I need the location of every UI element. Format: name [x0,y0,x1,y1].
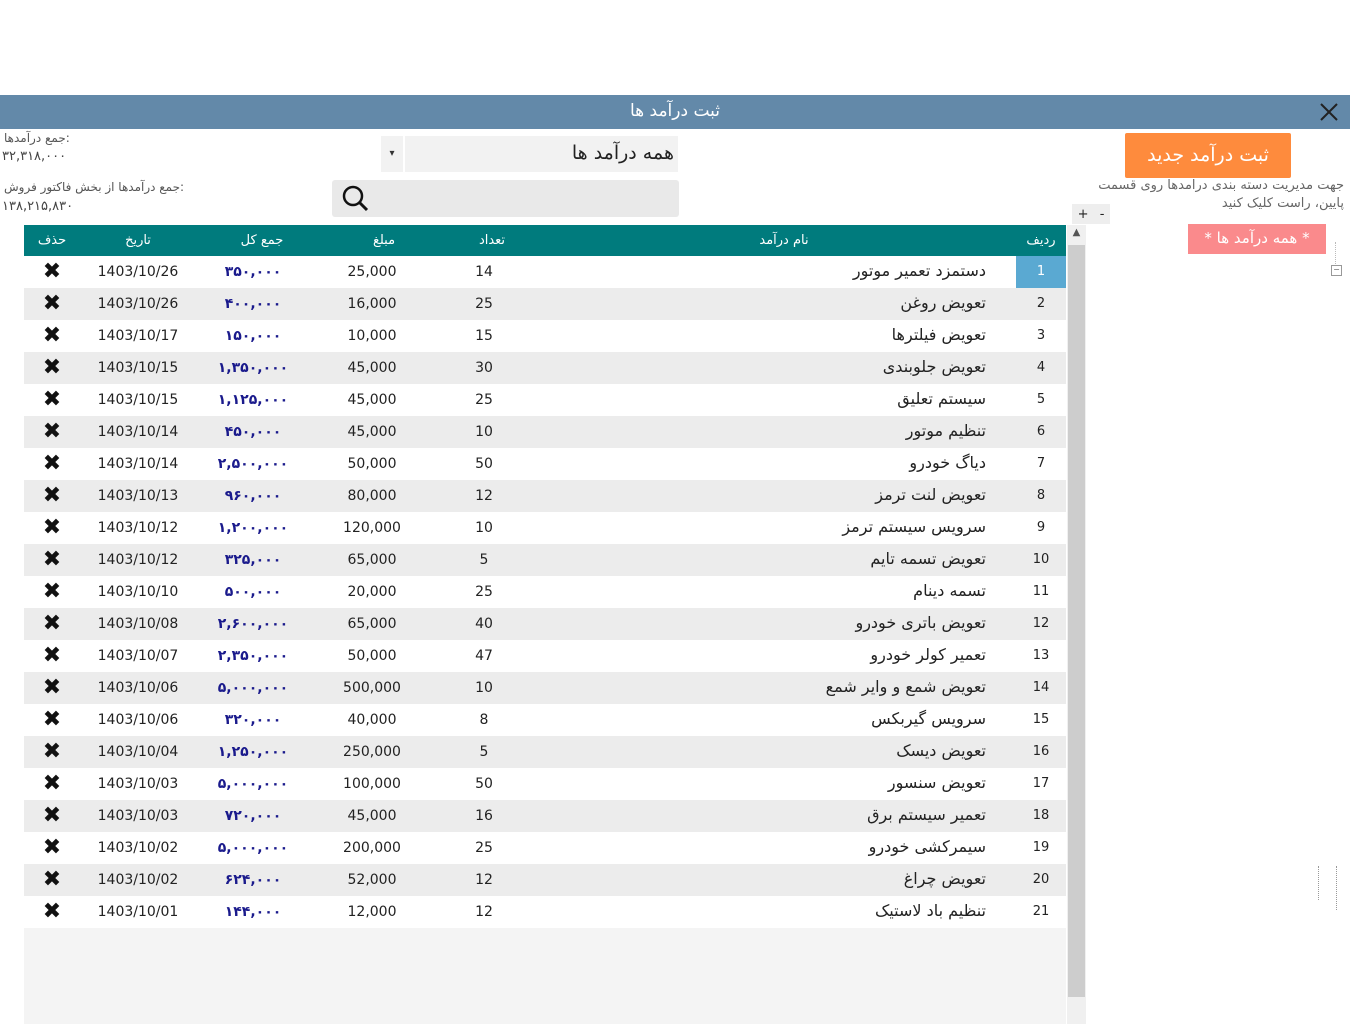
table-row[interactable] [24,672,1066,704]
delete-icon[interactable]: ✖ [42,739,62,764]
cell-count: 40 [475,616,493,632]
cell-date: 1403/10/06 [97,712,179,728]
delete-icon[interactable]: ✖ [42,675,62,700]
cell-amount: 120,000 [343,520,401,536]
delete-icon[interactable]: ✖ [42,291,62,316]
grid-scrollbar-thumb[interactable] [1068,245,1085,997]
cell-name: تعمیر کولر خودرو [870,645,986,664]
cell-amount: 200,000 [343,840,401,856]
cell-index: 11 [1032,584,1050,599]
cell-total: ۳۲۵,۰۰۰ [224,552,282,568]
delete-icon[interactable]: ✖ [42,611,62,636]
cell-total: ۵,۰۰۰,۰۰۰ [217,680,289,696]
cell-index: 21 [1032,904,1050,919]
cell-count: 16 [475,808,493,824]
cell-date: 1403/10/03 [97,808,179,824]
scroll-up-icon[interactable]: ▲ [1072,227,1081,238]
cell-index: 20 [1032,872,1050,887]
header-index[interactable]: ردیف [1026,233,1056,248]
cell-index: 14 [1032,680,1050,695]
delete-icon[interactable]: ✖ [42,387,62,412]
cell-index: 12 [1032,616,1050,631]
cell-date: 1403/10/06 [97,680,179,696]
cell-count: 25 [475,392,493,408]
cell-total: ۴۵۰,۰۰۰ [224,424,282,440]
cell-amount: 10,000 [347,328,397,344]
cell-name: تعویض فیلترها [891,325,986,344]
cell-name: تعویض روغن [900,293,986,312]
delete-icon[interactable]: ✖ [42,771,62,796]
table-row[interactable] [24,640,1066,672]
cell-date: 1403/10/17 [97,328,179,344]
table-row[interactable] [24,576,1066,608]
cell-date: 1403/10/26 [97,264,179,280]
cell-count: 14 [475,264,493,280]
cell-amount: 45,000 [347,392,397,408]
table-row[interactable] [24,864,1066,896]
cell-date: 1403/10/10 [97,584,179,600]
cell-index: 18 [1032,808,1050,823]
cell-index: 17 [1032,776,1050,791]
table-row[interactable] [24,352,1066,384]
table-row[interactable] [24,384,1066,416]
table-row[interactable] [24,512,1066,544]
table-row[interactable] [24,544,1066,576]
cell-index: 6 [1036,424,1046,439]
cell-name: تعویض دیسک [896,741,986,760]
cell-index: 15 [1032,712,1050,727]
grid-empty-area [24,928,1066,1024]
cell-amount: 500,000 [343,680,401,696]
cell-date: 1403/10/02 [97,872,179,888]
delete-icon[interactable]: ✖ [42,835,62,860]
delete-icon[interactable]: ✖ [42,259,62,284]
cell-amount: 50,000 [347,456,397,472]
cell-count: 12 [475,872,493,888]
cell-count: 10 [475,680,493,696]
cell-count: 15 [475,328,493,344]
cell-name: دستمزد تعمیر موتور [852,261,986,280]
cell-amount: 250,000 [343,744,401,760]
cell-name: تعویض سنسور [887,773,986,792]
cell-index: 10 [1032,552,1050,567]
category-select[interactable]: همه درآمد ها [405,136,678,172]
cell-index: 2 [1036,296,1046,311]
table-row[interactable] [24,288,1066,320]
cell-date: 1403/10/01 [97,904,179,920]
cell-date: 1403/10/08 [97,616,179,632]
cell-count: 5 [479,744,489,760]
invoice-income-value: ۱۳۸,۲۱۵,۸۳۰ [2,199,74,214]
cell-total: ۵,۰۰۰,۰۰۰ [217,840,289,856]
cell-total: ۳۲۰,۰۰۰ [224,712,282,728]
cell-index: 16 [1032,744,1050,759]
table-row[interactable] [24,832,1066,864]
delete-icon[interactable]: ✖ [42,483,62,508]
cell-total: ۳۵۰,۰۰۰ [224,264,282,280]
cell-count: 10 [475,424,493,440]
chevron-down-icon[interactable]: ▾ [381,136,403,172]
table-row[interactable] [24,416,1066,448]
delete-icon[interactable]: ✖ [42,547,62,572]
cell-name: سرویس گیربکس [871,709,986,728]
tree-collapse-icon[interactable]: − [1331,265,1342,276]
table-row[interactable] [24,448,1066,480]
window-title: ثبت درآمد ها [629,101,721,121]
cell-amount: 52,000 [347,872,397,888]
cell-date: 1403/10/15 [97,392,179,408]
cell-name: تعمیر سیستم برق [867,805,986,824]
cell-total: ۶۲۴,۰۰۰ [224,872,282,888]
expand-collapse-controls [1072,204,1110,224]
cell-index: 19 [1032,840,1050,855]
cell-total: ۱,۳۵۰,۰۰۰ [217,360,289,376]
cell-index: 4 [1036,360,1046,375]
cell-amount: 45,000 [347,424,397,440]
cell-total: ۹۶۰,۰۰۰ [224,488,282,504]
cell-amount: 65,000 [347,616,397,632]
cell-index: 8 [1036,488,1046,503]
cell-total: ۱,۲۵۰,۰۰۰ [217,744,289,760]
cell-date: 1403/10/12 [97,520,179,536]
cell-total: ۴۰۰,۰۰۰ [224,296,282,312]
cell-name: تعویض باتری خودرو [855,613,986,632]
cell-total: ۵,۰۰۰,۰۰۰ [217,776,289,792]
total-income-value: ۳۲,۳۱۸,۰۰۰ [2,149,67,164]
cell-count: 50 [475,776,493,792]
total-income-label: جمع درآمدها: [4,131,70,145]
delete-icon[interactable]: ✖ [42,579,62,604]
header-amount[interactable]: مبلغ [372,233,396,248]
delete-icon[interactable]: ✖ [42,867,62,892]
cell-amount: 12,000 [347,904,397,920]
category-hint: جهت مدیریت دسته بندی درامدها روی قسمت پایین، راست کلیک کنید [1098,178,1344,211]
cell-total: ۲,۶۰۰,۰۰۰ [217,616,289,632]
cell-date: 1403/10/12 [97,552,179,568]
cell-name: تعویض چراغ [903,869,986,888]
cell-name: تسمه دینام [913,581,986,600]
table-row[interactable] [24,768,1066,800]
cell-name: تعویض تسمه تایم [870,549,986,568]
header-delete[interactable]: حذف [37,233,67,248]
cell-index: 13 [1032,648,1050,663]
cell-count: 8 [479,712,489,728]
cell-count: 12 [475,488,493,504]
cell-date: 1403/10/14 [97,456,179,472]
income-grid [24,256,1066,928]
table-row[interactable] [24,320,1066,352]
cell-date: 1403/10/04 [97,744,179,760]
search-input[interactable] [382,183,678,216]
cell-name: دیاگ خودرو [909,453,986,472]
cell-total: ۵۰۰,۰۰۰ [224,584,282,600]
delete-icon[interactable]: ✖ [42,643,62,668]
cell-count: 25 [475,840,493,856]
cell-total: ۱,۱۲۵,۰۰۰ [217,392,289,408]
tree-item-all-income[interactable]: * همه درآمد ها * [1188,224,1326,254]
cell-count: 25 [475,296,493,312]
table-row[interactable] [24,256,1066,288]
cell-amount: 25,000 [347,264,397,280]
cell-total: ۷۲۰,۰۰۰ [224,808,282,824]
panel-separator [1318,866,1319,900]
cell-date: 1403/10/26 [97,296,179,312]
cell-date: 1403/10/14 [97,424,179,440]
cell-count: 50 [475,456,493,472]
delete-icon[interactable]: ✖ [42,803,62,828]
delete-icon[interactable]: ✖ [42,515,62,540]
cell-total: ۲,۵۰۰,۰۰۰ [217,456,289,472]
cell-index: 1 [1016,256,1066,288]
close-icon[interactable] [1314,98,1344,126]
cell-name: سیمرکشی خودرو [868,837,986,856]
cell-amount: 20,000 [347,584,397,600]
table-row[interactable] [24,704,1066,736]
cell-index: 9 [1036,520,1046,535]
cell-index: 5 [1036,392,1046,407]
table-row[interactable] [24,800,1066,832]
cell-date: 1403/10/03 [97,776,179,792]
delete-icon[interactable]: ✖ [42,707,62,732]
cell-amount: 50,000 [347,648,397,664]
delete-icon[interactable]: ✖ [42,323,62,348]
cell-amount: 45,000 [347,360,397,376]
cell-amount: 80,000 [347,488,397,504]
header-count[interactable]: تعداد [478,233,506,248]
cell-total: ۱۵۰,۰۰۰ [224,328,282,344]
cell-total: ۱۴۴,۰۰۰ [224,904,282,920]
cell-amount: 45,000 [347,808,397,824]
cell-date: 1403/10/02 [97,840,179,856]
cell-count: 10 [475,520,493,536]
search-icon[interactable] [336,182,372,215]
delete-icon[interactable]: ✖ [42,451,62,476]
table-row[interactable] [24,608,1066,640]
expand-all-button[interactable]: + [1077,206,1089,222]
cell-amount: 65,000 [347,552,397,568]
delete-icon[interactable]: ✖ [42,419,62,444]
cell-amount: 16,000 [347,296,397,312]
cell-date: 1403/10/13 [97,488,179,504]
cell-name: تنظیم باد لاستیک [874,901,986,920]
cell-total: ۲,۳۵۰,۰۰۰ [217,648,289,664]
cell-amount: 100,000 [343,776,401,792]
tree-connector [1335,242,1336,264]
collapse-all-button[interactable]: - [1099,206,1105,222]
panel-separator [1336,866,1337,910]
cell-count: 30 [475,360,493,376]
cell-name: سرویس سیستم ترمز [842,517,986,536]
delete-icon[interactable]: ✖ [42,355,62,380]
cell-count: 5 [479,552,489,568]
cell-name: تعویض شمع و وایر شمع [825,677,986,696]
table-row[interactable] [24,480,1066,512]
cell-name: تعویض جلوبندی [882,357,986,376]
header-total[interactable]: جمع کل [240,233,284,248]
invoice-income-label: جمع درآمدها از بخش فاکتور فروش: [4,180,185,194]
header-name[interactable]: نام درآمد [759,233,809,248]
header-date[interactable]: تاریخ [125,233,151,248]
cell-total: ۱,۲۰۰,۰۰۰ [217,520,289,536]
cell-count: 25 [475,584,493,600]
cell-date: 1403/10/15 [97,360,179,376]
table-row[interactable] [24,896,1066,928]
cell-index: 7 [1036,456,1046,471]
title-bar [0,95,1350,129]
cell-index: 3 [1036,328,1046,343]
cell-name: تنظیم موتور [905,421,986,440]
cell-count: 47 [475,648,493,664]
cell-name: تعویض لنت ترمز [875,485,986,504]
grid-header [24,225,1066,256]
cell-name: سیستم تعلیق [897,389,986,408]
cell-count: 12 [475,904,493,920]
table-row[interactable] [24,736,1066,768]
new-income-button[interactable]: ثبت درآمد جدید [1125,133,1291,178]
delete-icon[interactable]: ✖ [42,899,62,924]
cell-amount: 40,000 [347,712,397,728]
cell-date: 1403/10/07 [97,648,179,664]
